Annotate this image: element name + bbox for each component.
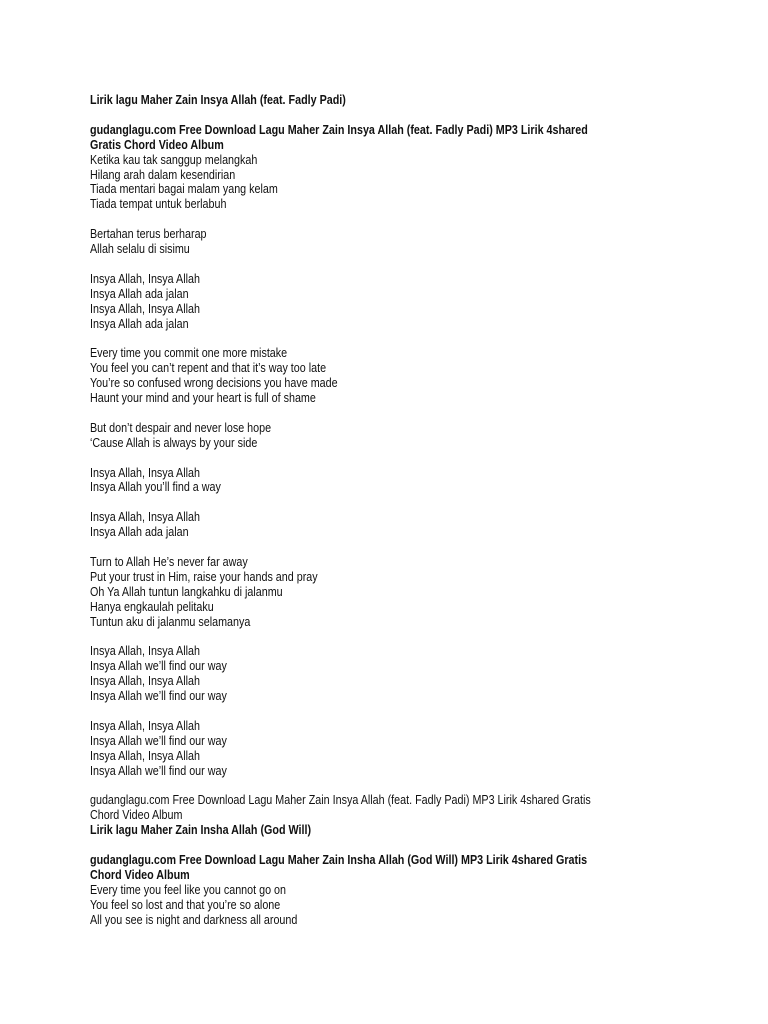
heading-paragraph bbox=[90, 93, 623, 108]
paragraph-gap bbox=[90, 838, 623, 853]
text-line: Ketika kau tak sanggup melangkah bbox=[90, 152, 258, 167]
text-line: Haunt your mind and your heart is full of shame bbox=[90, 391, 316, 406]
text-line: You’re so confused wrong decisions you have made bbox=[90, 376, 338, 391]
text-line: Insya Allah we’ll find our way bbox=[90, 733, 227, 748]
lyrics-paragraph bbox=[90, 510, 623, 540]
text-line: Put your trust in Him, raise your hands and pray bbox=[90, 569, 318, 584]
heading-paragraph bbox=[90, 823, 623, 838]
text-line: Insya Allah, Insya Allah bbox=[90, 271, 200, 286]
document-page bbox=[90, 93, 623, 928]
text-line: Hilang arah dalam kesendirian bbox=[90, 167, 236, 182]
text-line: Tuntun aku di jalanmu selamanya bbox=[90, 614, 251, 629]
text-line: Insya Allah ada jalan bbox=[90, 525, 189, 540]
text-line: Insya Allah we’ll find our way bbox=[90, 689, 227, 704]
paragraph-gap bbox=[90, 451, 623, 466]
lyrics-paragraph bbox=[90, 421, 623, 451]
paragraph-gap bbox=[90, 495, 623, 510]
paragraph-gap bbox=[90, 630, 623, 645]
text-line: Insya Allah, Insya Allah bbox=[90, 718, 200, 733]
paragraph-gap bbox=[90, 540, 623, 555]
text-line: Insya Allah we’ll find our way bbox=[90, 763, 227, 778]
text-line: Tiada mentari bagai malam yang kelam bbox=[90, 182, 278, 197]
text-line: Chord Video Album bbox=[90, 808, 183, 823]
text-line: ‘Cause Allah is always by your side bbox=[90, 435, 258, 450]
text-line: But don’t despair and never lose hope bbox=[90, 420, 272, 435]
lyrics-paragraph bbox=[90, 153, 623, 213]
text-line: Allah selalu di sisimu bbox=[90, 242, 190, 257]
text-line: Insya Allah we’ll find our way bbox=[90, 659, 227, 674]
lyrics-paragraph bbox=[90, 272, 623, 332]
text-line: Turn to Allah He’s never far away bbox=[90, 554, 248, 569]
heading-line: gudanglagu.com Free Download Lagu Maher Zain Insha Allah (God Will) MP3 Lirik 4shared Gratis bbox=[90, 853, 588, 868]
text-line: Tiada tempat untuk berlabuh bbox=[90, 197, 227, 212]
paragraph-gap bbox=[90, 331, 623, 346]
heading-line: gudanglagu.com Free Download Lagu Maher Zain Insya Allah (feat. Fadly Padi) MP3 Lirik 4shared bbox=[90, 122, 588, 137]
heading-paragraph bbox=[90, 123, 623, 153]
lyrics-paragraph bbox=[90, 227, 623, 257]
text-line: Insya Allah, Insya Allah bbox=[90, 465, 200, 480]
text-line: Insya Allah, Insya Allah bbox=[90, 644, 200, 659]
paragraph-gap bbox=[90, 406, 623, 421]
paragraph-gap bbox=[90, 212, 623, 227]
lyrics-paragraph bbox=[90, 466, 623, 496]
lyrics-paragraph bbox=[90, 719, 623, 779]
lyrics-paragraph bbox=[90, 555, 623, 630]
text-line: Every time you commit one more mistake bbox=[90, 346, 288, 361]
lyrics-paragraph bbox=[90, 644, 623, 704]
paragraph-gap bbox=[90, 704, 623, 719]
text-line: Insya Allah, Insya Allah bbox=[90, 748, 200, 763]
text-line: Insya Allah you’ll find a way bbox=[90, 480, 221, 495]
text-line: Insya Allah, Insya Allah bbox=[90, 510, 200, 525]
heading-line: Chord Video Album bbox=[90, 867, 190, 882]
text-line: You feel you can’t repent and that it’s way too late bbox=[90, 361, 327, 376]
heading-line: Gratis Chord Video Album bbox=[90, 137, 224, 152]
heading-paragraph bbox=[90, 853, 623, 883]
text-line: You feel so lost and that you’re so alone bbox=[90, 897, 281, 912]
paragraph-gap bbox=[90, 779, 623, 794]
text-line: Insya Allah ada jalan bbox=[90, 286, 189, 301]
text-line: Oh Ya Allah tuntun langkahku di jalanmu bbox=[90, 584, 283, 599]
text-line: Bertahan terus berharap bbox=[90, 227, 207, 242]
text-line: Hanya engkaulah pelitaku bbox=[90, 599, 214, 614]
lyrics-paragraph bbox=[90, 793, 623, 823]
lyrics-paragraph bbox=[90, 346, 623, 406]
paragraph-gap bbox=[90, 257, 623, 272]
lyrics-paragraph bbox=[90, 883, 623, 928]
text-line: Insya Allah ada jalan bbox=[90, 316, 189, 331]
paragraph-gap bbox=[90, 108, 623, 123]
heading-line: Lirik lagu Maher Zain Insya Allah (feat. Fadly Padi) bbox=[90, 93, 346, 107]
text-line: gudanglagu.com Free Download Lagu Maher Zain Insya Allah (feat. Fadly Padi) MP3 Lirik 4shared Gratis bbox=[90, 793, 591, 808]
text-line: All you see is night and darkness all around bbox=[90, 912, 298, 927]
heading-line: Lirik lagu Maher Zain Insha Allah (God Will) bbox=[90, 823, 312, 838]
text-line: Every time you feel like you cannot go on bbox=[90, 882, 286, 897]
text-line: Insya Allah, Insya Allah bbox=[90, 674, 200, 689]
text-line: Insya Allah, Insya Allah bbox=[90, 301, 200, 316]
